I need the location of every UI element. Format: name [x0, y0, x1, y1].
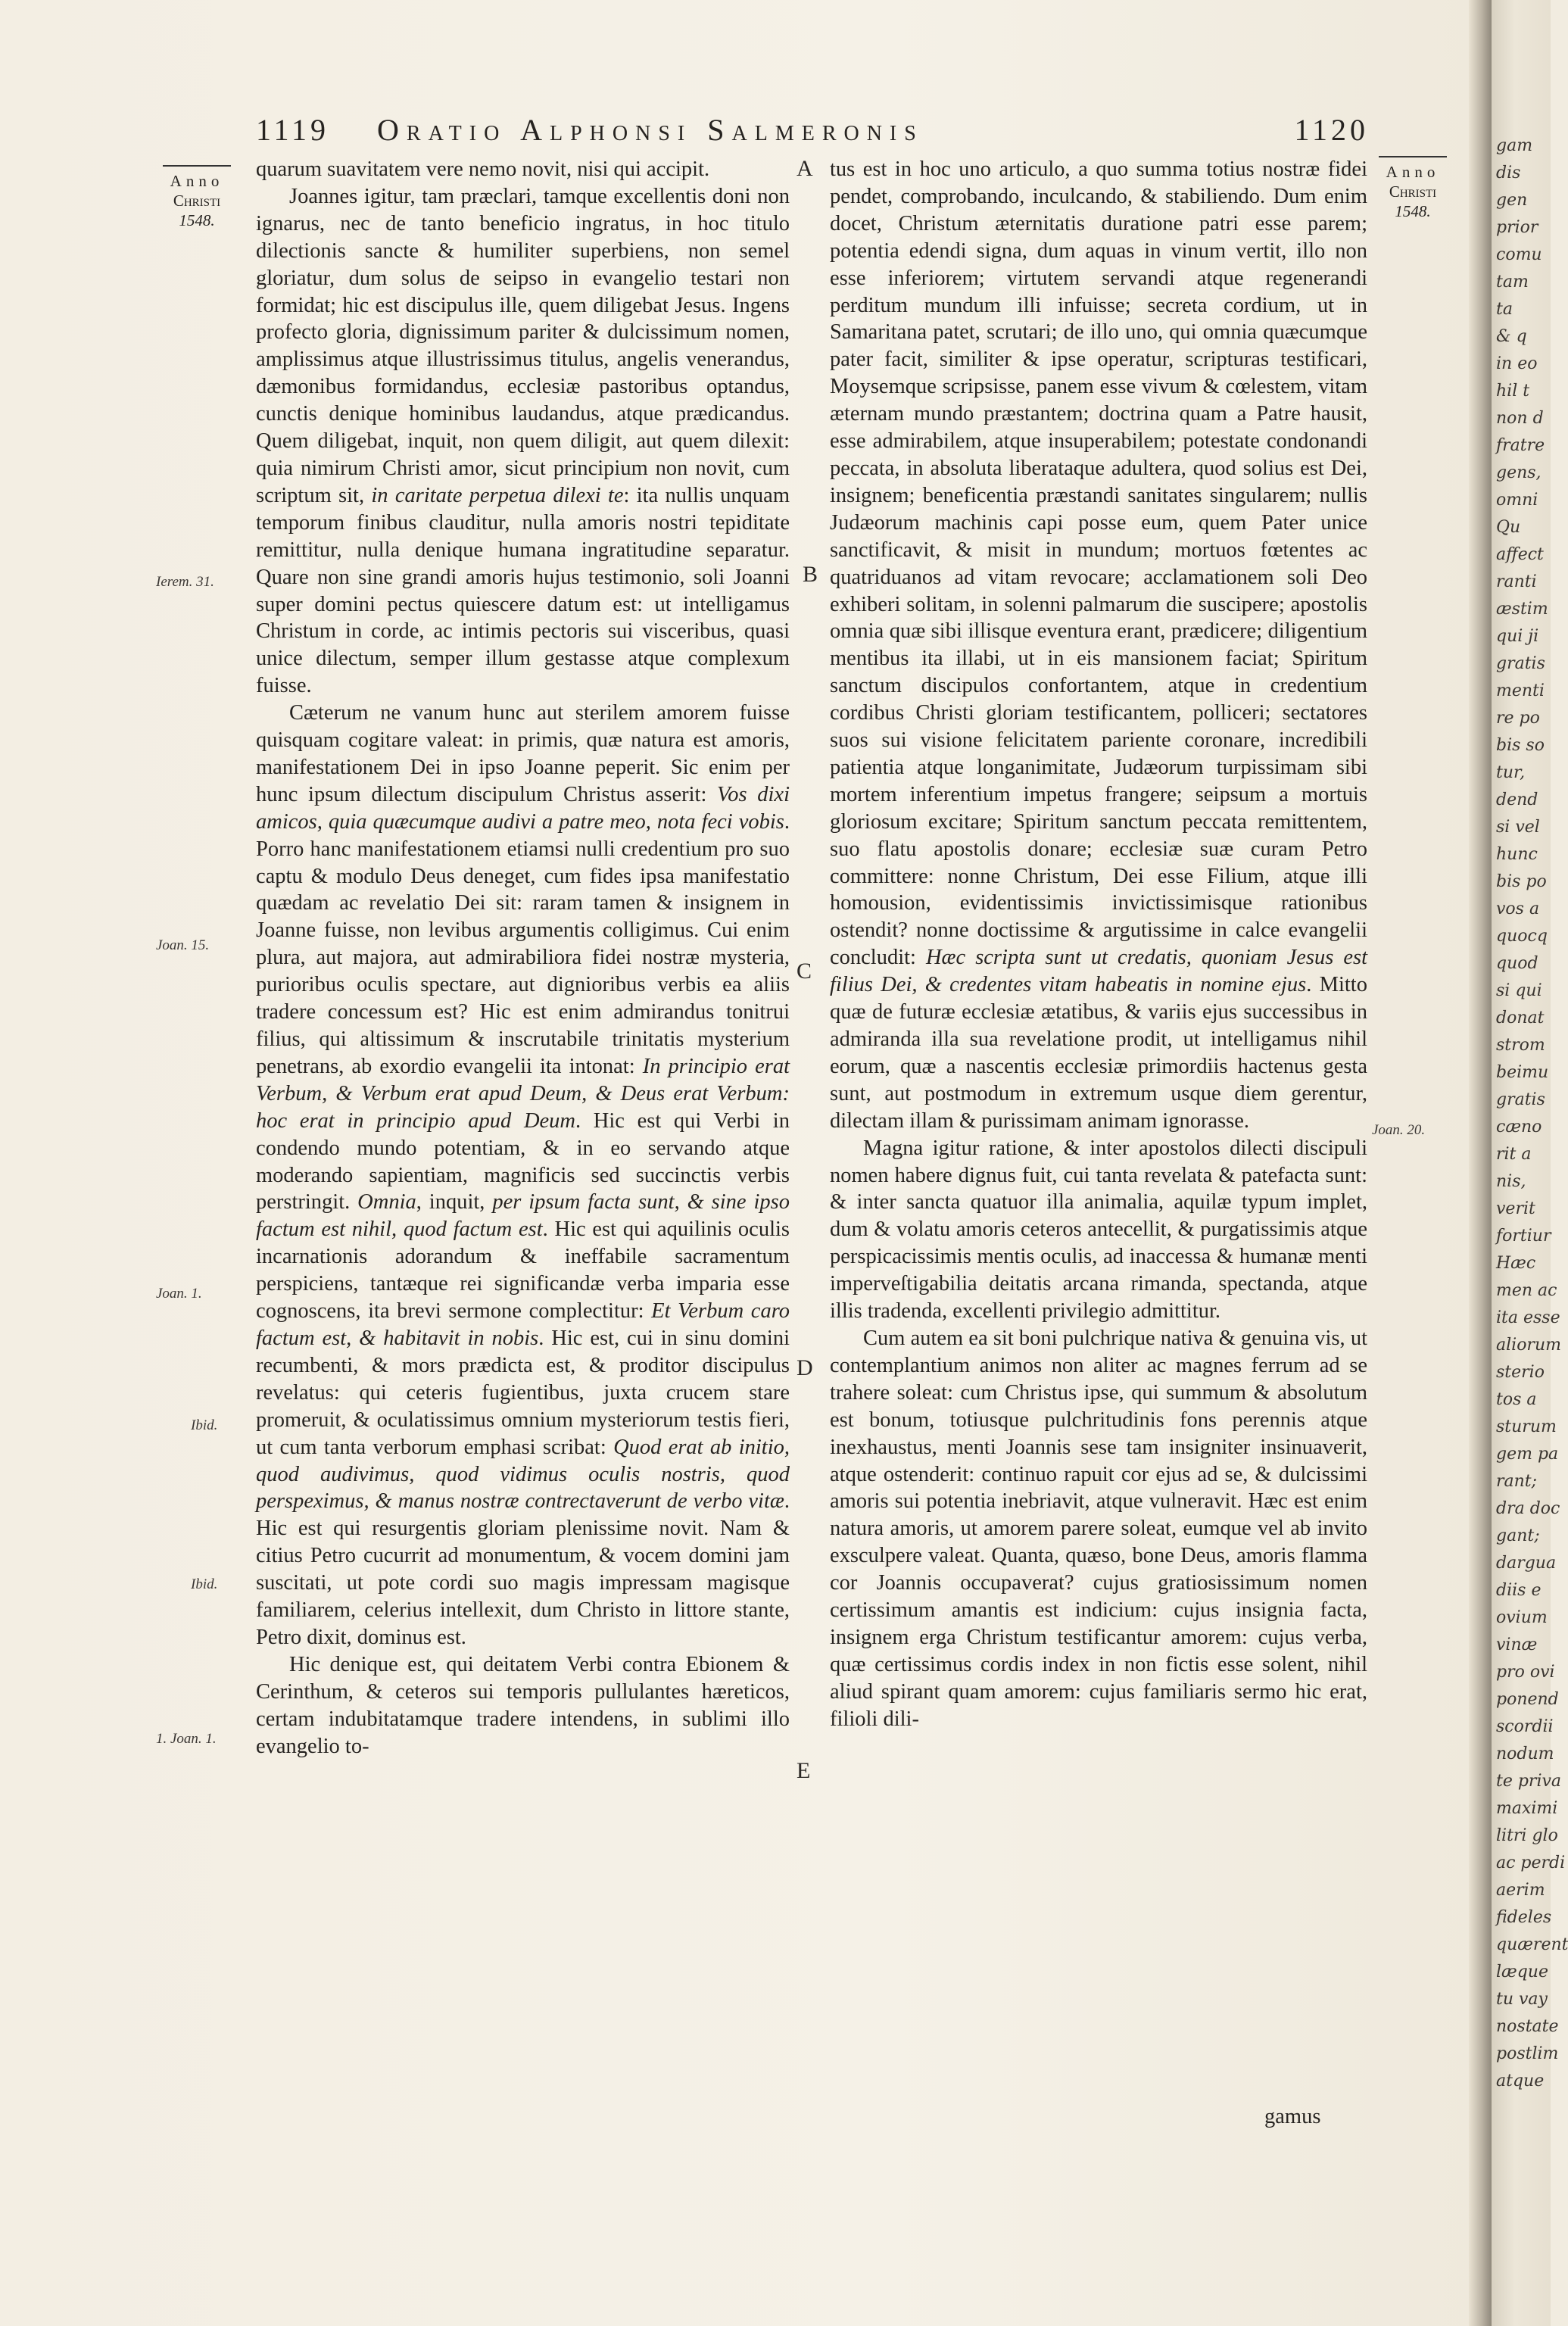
facing-page-fragment: nodum: [1496, 1744, 1554, 1763]
scripture-quote: Vos dixi amicos, quia quæcumque audivi a patre meo, nota feci vobis: [256, 782, 790, 834]
facing-page-fragment: pro ovi: [1496, 1663, 1555, 1682]
scripture-quote: Quod erat ab initio, quod audivimus, quod vidimus oculis nostris, quod perspeximus, & manus nostræ contrectaverunt de verbo vitæ: [256, 1435, 790, 1514]
facing-page-fragment: beimu: [1496, 1063, 1549, 1082]
facing-page-fragment: postlim: [1496, 2044, 1559, 2063]
facing-page-fragment: æstim: [1496, 600, 1548, 619]
divider: [163, 165, 231, 167]
section-letter: D: [796, 1355, 813, 1380]
text-column-right: [830, 156, 1367, 1733]
christi-label: Christi: [173, 192, 221, 210]
facing-page-fragment: men ac: [1496, 1281, 1557, 1300]
facing-page-fragment: donat: [1496, 1009, 1545, 1027]
christi-label: Christi: [1389, 182, 1437, 201]
facing-page-fragment: hil t: [1496, 382, 1530, 401]
section-letter: B: [803, 562, 818, 587]
facing-page-fragment: comu: [1496, 245, 1542, 264]
divider: [1379, 156, 1447, 157]
facing-page-fragment: gant;: [1496, 1526, 1540, 1545]
facing-page-fragment: hunc: [1496, 845, 1538, 864]
paragraph: [256, 183, 790, 700]
paragraph: [256, 700, 790, 1651]
scripture-quote: In principio erat Verbum, & Verbum erat apud Deum, & Deus erat Verbum: hoc erat in principio apud Deum: [256, 1054, 790, 1133]
scripture-quote: in caritate perpetua dilexi te: [371, 483, 624, 507]
page-number-right: 1120: [1294, 113, 1369, 147]
scripture-quote: Omnia: [357, 1190, 416, 1214]
margin-note: Ibid.: [191, 1417, 218, 1433]
scripture-quote: Et Verbum caro factum est, & habitavit in nobis: [256, 1299, 790, 1350]
facing-page-fragment: aerim: [1496, 1881, 1545, 1900]
facing-page-fragment: Qu: [1496, 518, 1521, 537]
facing-page-fragment: diis e: [1496, 1581, 1542, 1600]
catchword: gamus: [1264, 2105, 1321, 2128]
facing-page-fragment: non d: [1496, 409, 1544, 428]
text-run: . Porro hanc manifestationem etiamsi nulli credentium pro suo captu & modulo Deus deneget, cum fides ipsa manifestatio quædam ac revelatio Dei sit: raram tamen & insignem in Joanne fuisse, non levibus argumentis colligimus. Cui enim plura, aut majora, aut admirabiliora fidei nostræ mysteria, purioribus oculis spectare, aut dignioribus verbis ea aliis tradere concessum est? Hic est enim admirandus tonitrui filius, qui altissimum & inscrutabile trinitatis mysterium penetrans, ab exordio evangelii ita intonat:: [256, 809, 790, 1078]
paragraph: Magna igitur ratione, & inter apostolos dilecti discipuli nomen habere dignus fuit, cui tanta revelata & patefacta sunt: & inter sancta quatuor illa animalia, aquilæ typum implet, dum & volatu amoris ceteros antecellit, & purgatissimis atque perspicacissimis mentis oculis, ad inaccessa & humanæ menti imperveſtigabilia deitatis arcana rimanda, spectanda, atque illis tradenda, excellenti privilegio admittitur.: [830, 1136, 1367, 1324]
facing-page-fragment: nis,: [1496, 1172, 1526, 1191]
facing-page-fragment: cæno: [1496, 1118, 1542, 1136]
facing-page-fragment: affect: [1496, 545, 1544, 564]
margin-note: Ierem. 31.: [156, 574, 214, 590]
facing-page-fragment: tam: [1496, 273, 1529, 292]
text-run: . Mitto quæ de futuræ ecclesiæ ætatibus, & variis ejus successibus in admiranda illa sua revelatione prodit, ut intelligamus nihil eorum, quæ a nascentis ecclesiæ primordiis hactenus gesta sunt, aut postmodum in extremum usque diem gerentur, dilectam illam & purissimam animam ignorasse.: [830, 973, 1367, 1133]
margin-note: Joan. 20.: [1372, 1122, 1426, 1138]
facing-page-fragment: bis po: [1496, 872, 1547, 891]
facing-page-fragment: nostate: [1496, 2017, 1559, 2036]
facing-page-fragment: qui ji: [1496, 627, 1539, 646]
facing-page-fragment: gen: [1496, 191, 1528, 210]
paragraph: [830, 156, 1367, 1135]
facing-page-fragment: omni: [1496, 491, 1538, 510]
scripture-quote: Hæc scripta sunt ut credatis, quoniam Jesus est filius Dei, & credentes vitam habeatis in nomine ejus: [830, 946, 1367, 997]
text-run: . Hic est qui aquilinis oculis incarnationis adorandum & ineffabile sacramentum perspiciens, tantæque rei significandæ verba imparia esse cognoscens, ita brevi sermone complectitur:: [256, 1218, 790, 1324]
paragraph: quarum suavitatem vere nemo novit, nisi qui accipit.: [256, 157, 710, 181]
text-run: Joannes igitur, tam præclari, tamque excellentis doni non ignarus, nec de tanto beneficio ingratus, in hoc titulo dilectionis sancte & humiliter superbiens, non semel gloriatur, dum solus de seipso in evangelio testari non formidat; hic est discipulus ille, quem diligebat Jesus. Ingens profecto gloria, dignissimum pariter & dulcissimum nomen, amplissimus atque illustrissimus titulus, angelis venerandus, dæmonibus formidandus, ecclesiæ pastoribus optandus, cunctis denique hominibus laudandus, atque prædicandus. Quem diligebat, inquit, non quem diligit, aut quem dilexit: quia nimirum Christi amor, sicut principium non novit, cum scriptum sit,: [256, 184, 790, 507]
facing-page-fragment: ta: [1496, 300, 1513, 319]
facing-page-fragment: si qui: [1496, 981, 1542, 1000]
facing-page-fragment: rit a: [1496, 1145, 1532, 1164]
facing-page-fragment: dargua: [1496, 1554, 1557, 1573]
facing-page-fragment: si vel: [1496, 818, 1540, 837]
facing-page-fragment: vos a: [1496, 900, 1540, 918]
facing-page-fragment: quod: [1496, 954, 1538, 973]
text-column-left: [256, 156, 790, 1760]
facing-page-fragment: tu vay: [1496, 1990, 1548, 2009]
section-letter: C: [796, 959, 812, 984]
facing-page-fragment: gratis: [1496, 1090, 1545, 1109]
margin-note: Joan. 1.: [156, 1286, 202, 1302]
facing-page-fragment: fratre: [1496, 436, 1545, 455]
text-run: tus est in hoc uno articulo, a quo summa totius nostræ fidei pendet, comprobando, inculcando, & stabiliendo. Dum enim docet, Christum æternitatis duratione patri esse parem; potentia edendi signa, dum aquas in vinum vertit, illo non esse inferiorem; virtutem servandi atque regenerandi perditum mundum illi infuisse; secreta cordium, ut in Samaritana patet, scrutari; de illo uno, qui omnia quæcumque pater facit, similiter & ipse operatur, scripturas testificari, Moysemque scripsisse, panem esse vivum & cœlestem, vitam æternam mundo præstantem; doctrina quam a Patre hausit, esse admirabilem, atque insuperabilem; potestate condonandi peccata, in absoluta liberataque adultera, quod solius est Dei, insignem; beneficentia præstandi sanitates singularem; nullis Judæorum machinis capi posse eum, quem Pater unice sanctificavit, & misit in mundum; mortuos fœtentes ac quatriduanos ad vitam revocare; acclamationem soli Deo exhiberi solitam, in solenni palmarum die suscipere; apostolis omnia quæ sibi illisque eventura erant, prædicere; diligentium mentibus ita illabi, ut in eis mansionem faciat; Spiritum sanctum discipulos confortantem, atque in credentium cordibus Christi gloriam testificantem, polliceri; sectatores suos sui visione felicitatem pariente coronare, incredibili patientia atque longanimitate, Judæorum turpissimam sibi mortem inferentium impetus frangere; seipsum a mortuis gloriosum excitare; Spiritum sanctum peccata remittentem, suo flatu apostolis donare; ecclesiæ suæ curam Petro committere: nonne Christum, Dei esse Filium, atque illi homousion, evidentissimis invictissimisque rationibus ostendit? nonne doctissime & argutissime in calce evangelii concludit:: [830, 157, 1367, 970]
margin-note: 1. Joan. 1.: [156, 1731, 217, 1747]
facing-page-fragment: quocq: [1496, 927, 1548, 946]
facing-page-fragment: vinæ: [1496, 1635, 1538, 1654]
section-letter: A: [796, 156, 813, 181]
paragraph: Hic denique est, qui deitatem Verbi contra Ebionem & Cerinthum, & ceteros sui temporis pullulantes hæreticos, certam indubitatamque tradere intendens, in sublimi illo evangelio to-: [256, 1652, 790, 1758]
facing-page-fragment: re po: [1496, 709, 1540, 728]
facing-page-fragment: gratis: [1496, 654, 1545, 673]
year-value: 1548.: [1395, 202, 1431, 220]
facing-page-fragment: strom: [1496, 1036, 1545, 1055]
facing-page-fragment: verit: [1496, 1199, 1535, 1218]
year-marker-right: [1367, 156, 1458, 221]
facing-page-fragment: menti: [1496, 681, 1545, 700]
facing-page-fragment: quærent: [1496, 1935, 1568, 1954]
text-run: , inquit,: [416, 1190, 493, 1214]
facing-page-fragment: ac perdi: [1496, 1854, 1566, 1872]
margin-note: Ibid.: [191, 1576, 218, 1592]
section-letter: E: [796, 1758, 811, 1783]
facing-page-fragment: prior: [1496, 218, 1538, 237]
facing-page-fragment: bis so: [1496, 736, 1545, 755]
facing-page-fragment: ranti: [1496, 572, 1537, 591]
facing-page-fragment: dend: [1496, 790, 1538, 809]
year-value: 1548.: [179, 211, 215, 229]
facing-page-fragment: aliorum: [1496, 1336, 1561, 1355]
scripture-quote: per ipsum facta sunt, & sine ipso factum est nihil, quod factum est: [256, 1190, 790, 1242]
facing-page-fragment: rant;: [1496, 1472, 1538, 1491]
facing-page-fragment: litri glo: [1496, 1826, 1558, 1845]
text-run: : ita nullis unquam temporum finibus clauditur, nulla amoris nostri tepiditate remittitur, nulla denique humana ingratitudine separatur. Quare non sine grandi amoris hujus testimonio, soli Joanni super domini pectus quiescere datum est: ut intelligamus Christum in corde, ac intimis pectoris sui visceribus, quasi unice dilectum, semper illum gestasse atque complexum fuisse.: [256, 483, 790, 698]
facing-page-fragment: dis: [1496, 164, 1521, 182]
year-marker-left: [151, 165, 242, 230]
text-run: Cæterum ne vanum hunc aut sterilem amorem fuisse quisquam cogitare valeat: in primis, quæ natura est amoris, manifestationem Dei in ipso Joanne peperit. Sic enim per hunc ipsum dilectum discipulum Christus asserit:: [256, 701, 790, 806]
facing-page-fragment: te priva: [1496, 1772, 1562, 1791]
facing-page-fragment: læque: [1496, 1963, 1548, 1981]
facing-page-fragment: sturum: [1496, 1417, 1557, 1436]
facing-page-fragment: Hæc: [1496, 1254, 1536, 1273]
facing-page-fragment: maximi: [1496, 1799, 1558, 1818]
facing-page-fragment: sterio: [1496, 1363, 1545, 1382]
running-header: [256, 112, 1369, 150]
facing-page-fragment: ponend: [1496, 1690, 1559, 1709]
book-gutter: [1469, 0, 1492, 2326]
anno-label: Anno: [1386, 163, 1440, 181]
facing-page-edge: [1492, 0, 1568, 2326]
facing-page-fragment: atque: [1496, 2072, 1545, 2091]
facing-page-fragment: tos a: [1496, 1390, 1537, 1409]
facing-page-fragment: dra doc: [1496, 1499, 1560, 1518]
facing-page-fragment: ovium: [1496, 1608, 1548, 1627]
text-run: . Hic est qui resurgentis gloriam plenissime novit. Nam & citius Petro cucurrit ad monumentum, & vocem domini jam suscitati, ut pote cordi suo magis impressam magisque familiarem, celerius intellexit, dum Christo in littore stante, Petro dixit, dominus est.: [256, 1489, 790, 1649]
page-number-left: 1119: [256, 113, 330, 147]
running-title: Oratio Alphonsi Salmeronis: [377, 113, 924, 147]
text-run: . Hic est, cui in sinu domini recumbenti, & mors prædicta est, & proditor discipulus revelatus: qui ceteris fugientibus, juxta crucem stare promeruit, & oculatissimus omnium mysteriorum testis fieri, ut cum tanta verborum emphasi scribat:: [256, 1326, 790, 1459]
anno-label: Anno: [170, 172, 224, 190]
facing-page-fragment: scordii: [1496, 1717, 1554, 1736]
margin-note: Joan. 15.: [156, 937, 210, 953]
facing-page-fragment: tur,: [1496, 763, 1526, 782]
facing-page-fragment: gens,: [1496, 463, 1542, 482]
facing-page-fragment: gem pa: [1496, 1445, 1559, 1464]
paragraph: Cum autem ea sit boni pulchrique nativa & genuina vis, ut contemplantium animos non aliter ac magnes ferrum ad se trahere soleat: cum Christus ipse, qui summum & absolutum est bonum, totiusque pulchritudinis fons perennis atque inexhaustus, menti Joannis sese tam insigniter insinuaverit, atque ostenderit: continuo rapuit cor ejus ad se, & dulcissimi amoris sui potentia inebriavit, atque vulneravit. Hæc est enim natura amoris, ut amorem parere soleat, eumque vel ab invito exsculpere valeat. Quanta, quæso, bone Deus, amoris flamma cor Joannis occupaverat? cujus gratiosissimum nomen certissimum amantis est indicium: cujus insignia facta, insignem erga Christum testificantur amorem: cujus verba, quæ certissimus cordis index in non fictis esse solent, nihil aliud spirant quam amorem: cujus familiaris sermo hic erat, filioli dili-: [830, 1326, 1367, 1731]
facing-page-fragment: & q: [1496, 327, 1527, 346]
facing-page-fragment: in eo: [1496, 354, 1538, 373]
facing-page-fragment: ita esse: [1496, 1308, 1560, 1327]
facing-page-fragment: gam: [1496, 136, 1533, 155]
facing-page-fragment: fideles: [1496, 1908, 1552, 1927]
facing-page-fragment: fortiur: [1496, 1227, 1551, 1246]
text-run: . Hic est qui Verbi in condendo mundo potentiam, & in eo servando atque moderando sapientiam, magnificis sed succinctis verbis perstringit.: [256, 1108, 790, 1214]
